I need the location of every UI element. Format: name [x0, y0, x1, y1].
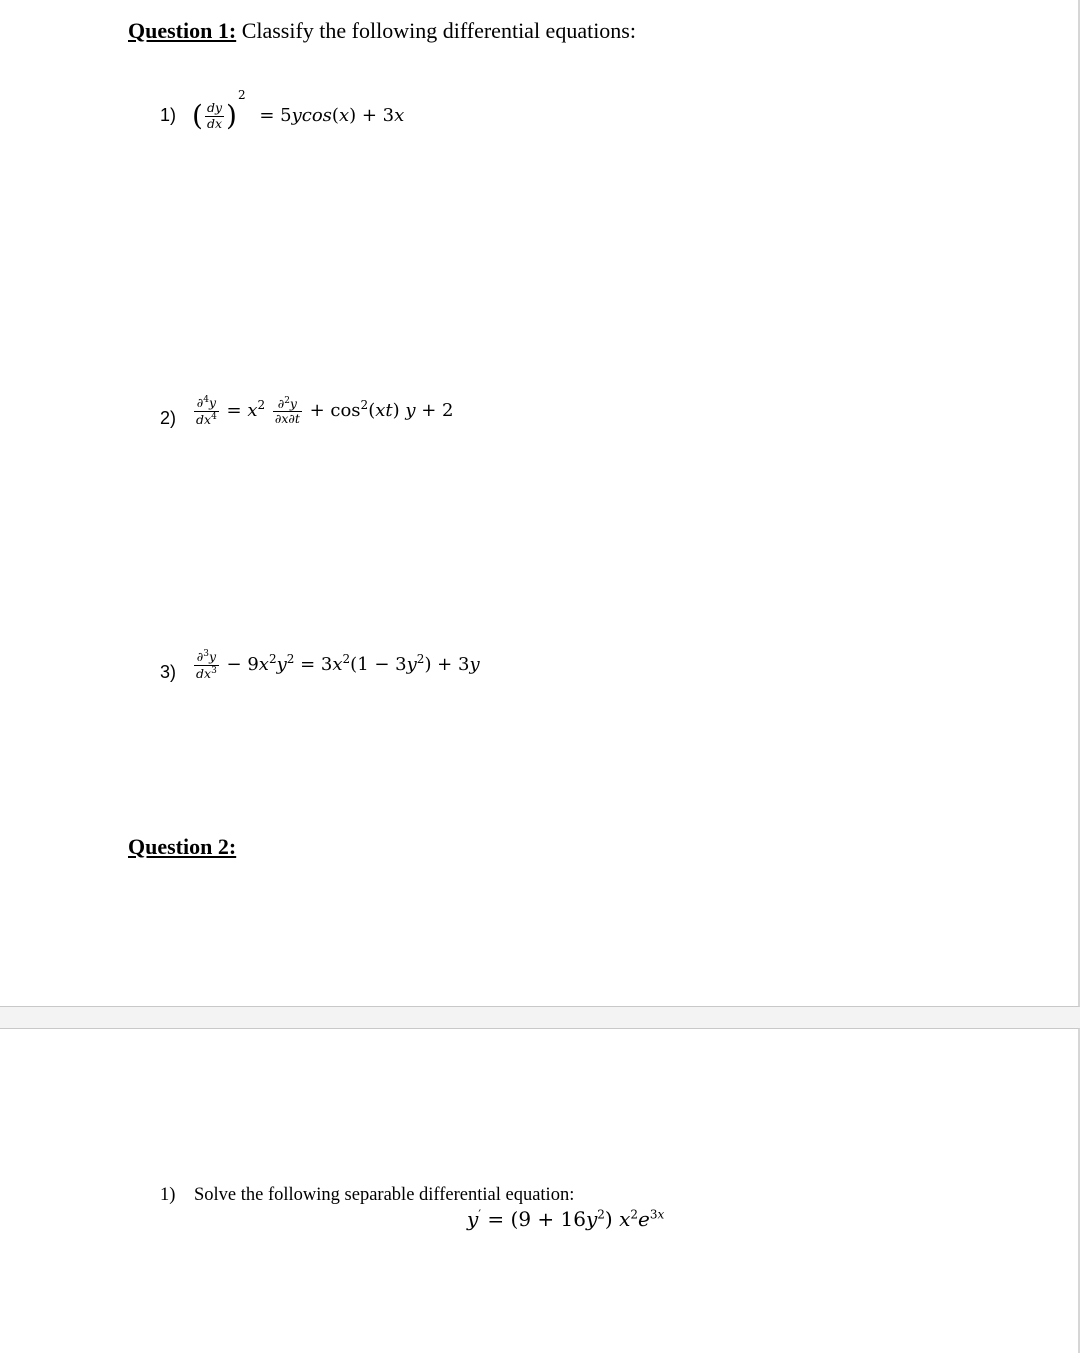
separable-equation: $y' = (9 + 16y^2)$ $x^2e^{3x}$	[467, 1207, 665, 1231]
equation-number: 2)	[160, 408, 177, 428]
question-1-text: Classify the following differential equations:	[236, 18, 636, 43]
page-gap	[0, 1007, 1080, 1028]
equation-number: 1)	[160, 105, 177, 125]
question-2-label: Question 2:	[128, 834, 237, 859]
question-1-label: Question 1:	[128, 18, 237, 43]
equation-2: $\frac{\partial^4y}{dx^4}$ = $x^2$ $\frac{\partial^2y}{\partial x\partial t}$ + $\cos^2(xt) y + 2$	[196, 395, 454, 427]
equation-number: 3)	[160, 662, 177, 682]
equation-3: $\frac{\partial^3y}{dx^3}$ − $9x^2y^2 = 3x^2(1 - 3y^2) + 3y$	[196, 649, 480, 681]
item-number: 1)	[160, 1185, 176, 1205]
page-2	[0, 1028, 1080, 1353]
question-1-heading	[128, 18, 636, 44]
equation-1: ( $\frac{dy}{dx}$ )$^2$ = 5ycos(x) + 3x	[192, 88, 405, 132]
question-2-heading	[128, 834, 236, 860]
question-2-item-1	[160, 1185, 574, 1206]
item-text: Solve the following separable differential equation:	[194, 1185, 575, 1205]
